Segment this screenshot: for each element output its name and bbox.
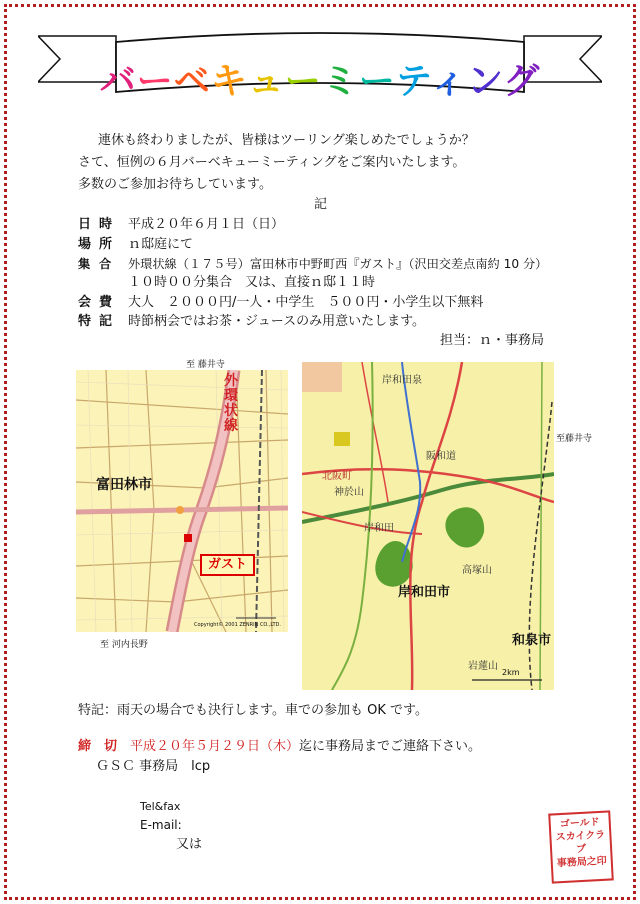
map-right-city-1: 岸和田市 <box>398 585 451 600</box>
meet-value-1: 外環状線（１７５号）富田林市中野町西『ガスト』（沢田交差点南約 10 分） <box>128 257 548 271</box>
title-char: ュ <box>247 61 285 102</box>
fee-row <box>78 294 483 312</box>
map-right-scale: 2km <box>502 668 520 677</box>
title-char: グ <box>503 61 541 102</box>
note-row <box>78 313 425 331</box>
place-label-1: 場 <box>78 237 92 252</box>
date-value: 平成２０年６月１日（日） <box>128 217 285 232</box>
note-value: 時節柄会ではお茶・ジュースのみ用意いたします。 <box>128 314 426 329</box>
deadline-rest: 迄に事務局までご連絡下さい。 <box>299 739 482 754</box>
email: E-mail: <box>140 818 182 832</box>
deadline-row <box>78 738 481 756</box>
fee-value: 大人 ２０００円/一人・中学生 ５００円・小学生以下無料 <box>128 295 484 310</box>
title-char: ィ <box>429 61 467 102</box>
intro-line-1: 連休も終わりましたが、皆様はツーリング楽しめたでしょうか？ <box>98 133 475 148</box>
map-left <box>76 370 288 632</box>
or-text: 又は <box>176 837 203 852</box>
map-right-city-2: 和泉市 <box>512 633 552 648</box>
title-char: テ <box>395 61 430 102</box>
map-left-gusto-label: ガスト <box>200 554 255 576</box>
special-note: 特記：雨天の場合でも決行します。車での参加も OK です。 <box>78 703 428 718</box>
map-left-top-caption: 至 藤井寺 <box>186 360 225 370</box>
meet-row <box>78 255 547 273</box>
meet-label-1: 集 <box>78 257 91 271</box>
title-char: ン <box>466 61 504 102</box>
place-label-2: 所 <box>99 237 113 252</box>
office-seal-stamp <box>548 810 614 883</box>
title-char: ー <box>136 61 174 102</box>
meet-label-2: 合 <box>99 257 112 271</box>
map-right <box>302 362 554 690</box>
map-right-label-2: 阪和道 <box>426 451 456 462</box>
map-left-city: 富田林市 <box>96 477 152 493</box>
stamp-line-2: スカイクラブ <box>555 829 606 856</box>
fee-label-2: 費 <box>99 295 113 310</box>
page-title <box>38 53 602 104</box>
deadline-date: 平成２０年５月２９日（木） <box>130 739 300 754</box>
map-right-label-3: 北阪町 <box>322 471 352 482</box>
tel-fax: Tel&fax <box>140 800 181 813</box>
ki-heading: 記 <box>314 197 328 212</box>
date-label-1: 日 <box>78 217 92 232</box>
title-char: キ <box>210 61 248 102</box>
date-row <box>78 216 284 234</box>
organization: ＧＳＣ 事務局 lcp <box>96 759 211 774</box>
map-right-label-6: 高塚山 <box>462 565 492 576</box>
map-right-to-fujiidera: 至藤井寺 <box>556 434 593 444</box>
note-label-1: 特 <box>78 314 92 329</box>
map-left-bottom-caption: 至 河内長野 <box>100 640 148 650</box>
note-label-2: 記 <box>99 314 113 329</box>
title-char: ミ <box>321 61 359 102</box>
place-value: ｎ邸庭にて <box>128 237 194 252</box>
contact-person: 担当：ｎ・事務局 <box>440 333 545 348</box>
map-left-copyright: Copyright© 2001 ZENRIN CO.,LTD. <box>194 622 281 628</box>
title-char: ー <box>358 61 396 102</box>
title-char: ー <box>284 61 322 102</box>
title-char: バ <box>99 61 137 102</box>
fee-label-1: 会 <box>78 295 92 310</box>
stamp-line-3: 事務局之印 <box>556 855 608 870</box>
map-right-label-1: 岸和田泉 <box>382 375 422 386</box>
map-right-label-4: 神於山 <box>334 487 364 498</box>
date-label-2: 時 <box>99 217 113 232</box>
title-char: ベ <box>173 61 211 102</box>
intro-line-3: 多数のご参加お待ちしています。 <box>78 177 272 192</box>
map-right-label-7: 岩蓮山 <box>468 661 498 672</box>
map-left-road-label: 外環状線 <box>224 373 238 434</box>
intro-line-2: さて、恒例の６月バーベキューミーティングをご案内いたします。 <box>78 155 466 170</box>
meet-value-2: １０時００分集合 又は、直接ｎ邸１１時 <box>128 275 376 290</box>
place-row <box>78 236 193 254</box>
stamp-line-1: ゴールド <box>559 816 600 831</box>
title-banner <box>38 28 602 118</box>
deadline-label: 締 切 <box>78 739 118 754</box>
map-right-label-5: 岸和田 <box>364 523 394 534</box>
